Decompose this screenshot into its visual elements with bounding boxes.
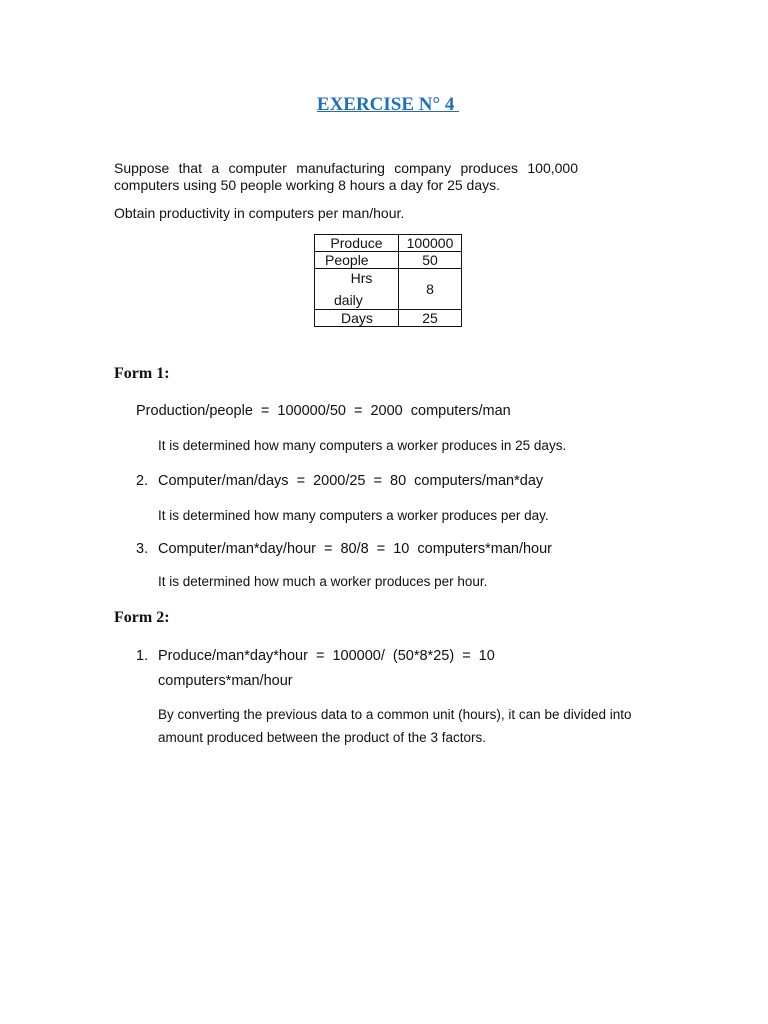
form2-note-line1: By converting the previous data to a common unit (hours), it can be divided into [158,707,632,722]
table-cell-label-line: daily [334,292,363,308]
form2-note-line2: amount produced between the product of the 3 factors. [158,730,486,745]
table-cell-value: 50 [399,252,462,269]
form2-step1-formula-line2: computers*man/hour [158,673,293,689]
table-row [315,310,462,327]
question-text: Obtain productivity in computers per man/hour. [114,205,405,221]
data-table [314,234,462,327]
table-cell-value: 8 [399,269,462,310]
table-cell-value: 100000 [399,235,462,252]
table-row [315,252,462,269]
form1-step3-note: It is determined how much a worker produces per hour. [158,574,488,589]
table-cell-label: People [315,252,399,269]
form1-step2-number: 2. [136,473,149,489]
table-cell-value: 25 [399,310,462,327]
table-row [315,235,462,252]
table-cell-label: Days [315,310,399,327]
problem-statement: Suppose that a computer manufacturing company produces 100,000 computers using 50 people working 8 hours a day for 25 days. [114,160,578,193]
form2-heading: Form 2: [114,609,170,626]
form2-step1-formula-line1: Produce/man*day*hour = 100000/ (50*8*25) = 10 [158,648,495,664]
form1-step2-formula: Computer/man/days = 2000/25 = 80 computers/man*day [158,473,544,489]
table-cell-label: Produce [315,235,399,252]
table-cell-label [315,269,399,310]
table-row [315,269,462,310]
form1-step2-note: It is determined how many computers a worker produces per day. [158,508,549,523]
form1-step1-note: It is determined how many computers a worker produces in 25 days. [158,438,567,453]
form1-heading: Form 1: [114,365,170,382]
exercise-title: EXERCISE N° 4 [316,94,460,115]
table-cell-label-line: Hrs [350,270,373,286]
form1-step1-formula: Production/people = 100000/50 = 2000 computers/man [136,403,511,419]
form1-step3-number: 3. [136,541,149,557]
form2-step1-number: 1. [136,648,149,664]
form1-step3-formula: Computer/man*day/hour = 80/8 = 10 computers*man/hour [158,541,552,557]
